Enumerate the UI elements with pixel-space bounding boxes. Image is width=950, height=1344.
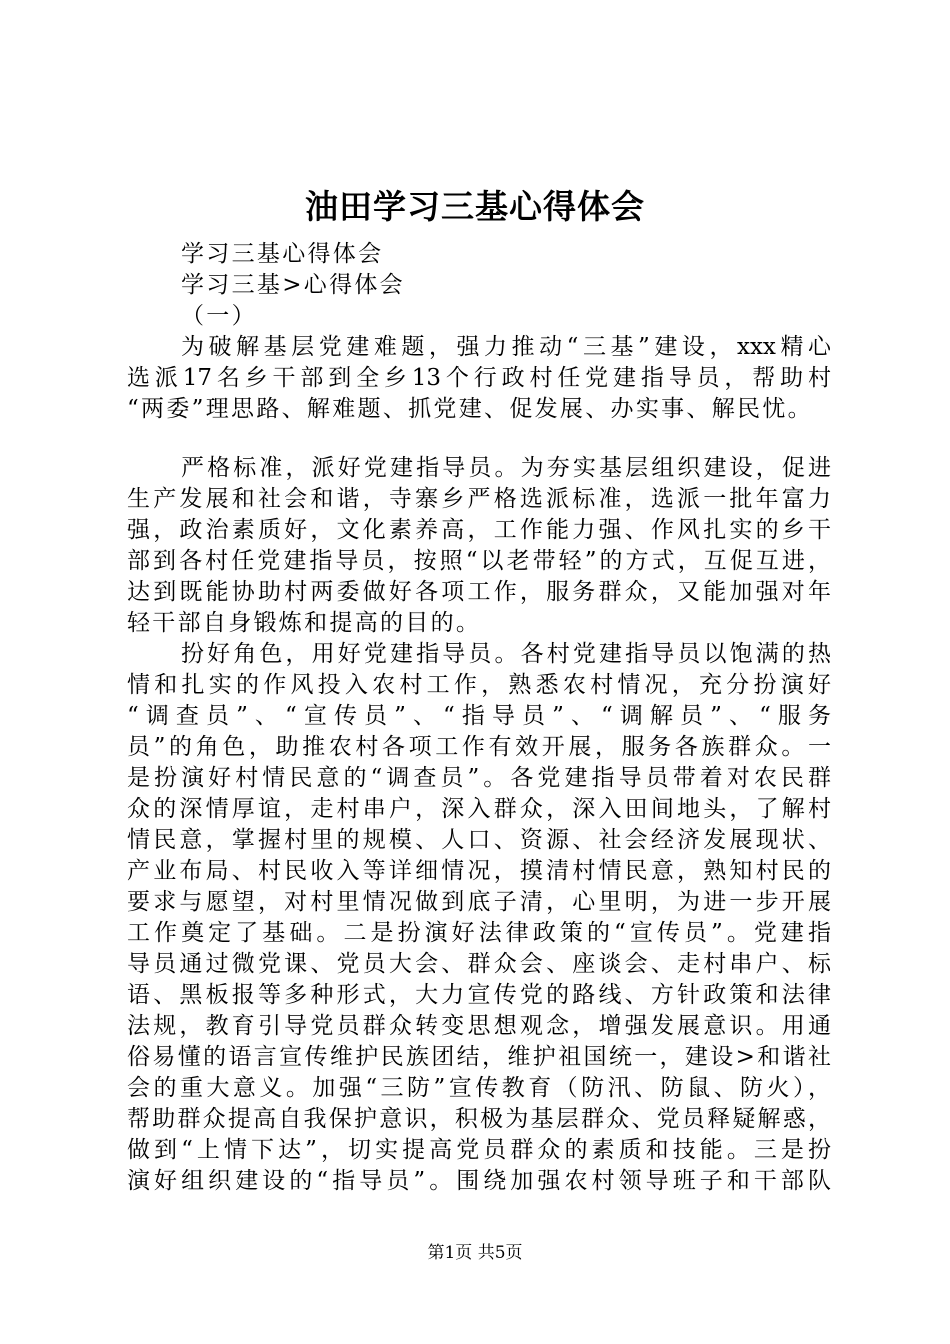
paragraph-line: 严格标准，派好党建指导员。为夯实基层组织建设，促进: [181, 455, 831, 481]
paragraph-line: 做到“上情下达”，切实提高党员群众的素质和技能。三是扮: [127, 1137, 831, 1163]
paragraph-line: 俗易懂的语言宣传维护民族团结，维护祖国统一，建设>和谐社: [127, 1044, 831, 1070]
paragraph-line: 扮好角色，用好党建指导员。各村党建指导员以饱满的热: [181, 641, 831, 667]
paragraph-line: 法规，教育引导党员群众转变思想观念，增强发展意识。用通: [127, 1013, 831, 1039]
paragraph-line: 会的重大意义。加强“三防”宣传教育（防汛、防鼠、防火），: [127, 1075, 831, 1101]
paragraph-spacer: [127, 425, 831, 453]
paragraph-line: 工作奠定了基础。二是扮演好法律政策的“宣传员”。党建指: [127, 920, 831, 946]
paragraph-line: 是扮演好村情民意的“调查员”。各党建指导员带着对农民群: [127, 765, 831, 791]
paragraph-line: 情和扎实的作风投入农村工作，熟悉农村情况，充分扮演好: [127, 672, 831, 698]
document-body: [127, 239, 831, 1197]
paragraph-line: 部到各村任党建指导员，按照“以老带轻”的方式，互促互进，: [127, 548, 831, 574]
document-title: 油田学习三基心得体会: [305, 187, 645, 226]
paragraph-line: 强，政治素质好，文化素养高，工作能力强、作风扎实的乡干: [127, 517, 831, 543]
paragraph-line: 达到既能协助村两委做好各项工作，服务群众，又能加强对年: [127, 579, 831, 605]
page-number-footer: 第1页 共5页: [427, 1243, 523, 1263]
subtitle-line: 学习三基心得体会: [181, 241, 384, 267]
paragraph-line: 众的深情厚谊，走村串户，深入群众，深入田间地头，了解村: [127, 796, 831, 822]
paragraph-line: 轻干部自身锻炼和提高的目的。: [127, 610, 482, 636]
paragraph-line: 生产发展和社会和谐，寺寨乡严格选派标准，选派一批年富力: [127, 486, 831, 512]
paragraph-line: “调查员”、“宣传员”、“指导员”、“调解员”、“服务: [127, 703, 831, 729]
paragraph-line: 产业布局、村民收入等详细情况，摸清村情民意，熟知村民的: [127, 858, 831, 884]
paragraph-line: 要求与愿望，对村里情况做到底子清，心里明，为进一步开展: [127, 889, 831, 915]
paragraph-line: 演好组织建设的“指导员”。围绕加强农村领导班子和干部队: [127, 1168, 831, 1194]
subtitle-line: 学习三基>心得体会: [181, 272, 405, 298]
paragraph-line: 帮助群众提高自我保护意识，积极为基层群众、党员释疑解惑，: [127, 1106, 831, 1132]
paragraph-line: 导员通过微党课、党员大会、群众会、座谈会、走村串户、标: [127, 951, 831, 977]
paragraph-line: 情民意，掌握村里的规模、人口、资源、社会经济发展现状、: [127, 827, 831, 853]
paragraph-line: 语、黑板报等多种形式，大力宣传党的路线、方针政策和法律: [127, 982, 831, 1008]
paragraph-line: 为破解基层党建难题，强力推动“三基”建设，xxx精心: [181, 334, 831, 360]
paragraph-line: 选派17名乡干部到全乡13个行政村任党建指导员，帮助村: [127, 365, 831, 391]
section-number: （一）: [181, 303, 257, 329]
paragraph-line: “两委”理思路、解难题、抓党建、促发展、办实事、解民忧。: [127, 396, 813, 422]
paragraph-line: 员”的角色，助推农村各项工作有效开展，服务各族群众。一: [127, 734, 831, 760]
